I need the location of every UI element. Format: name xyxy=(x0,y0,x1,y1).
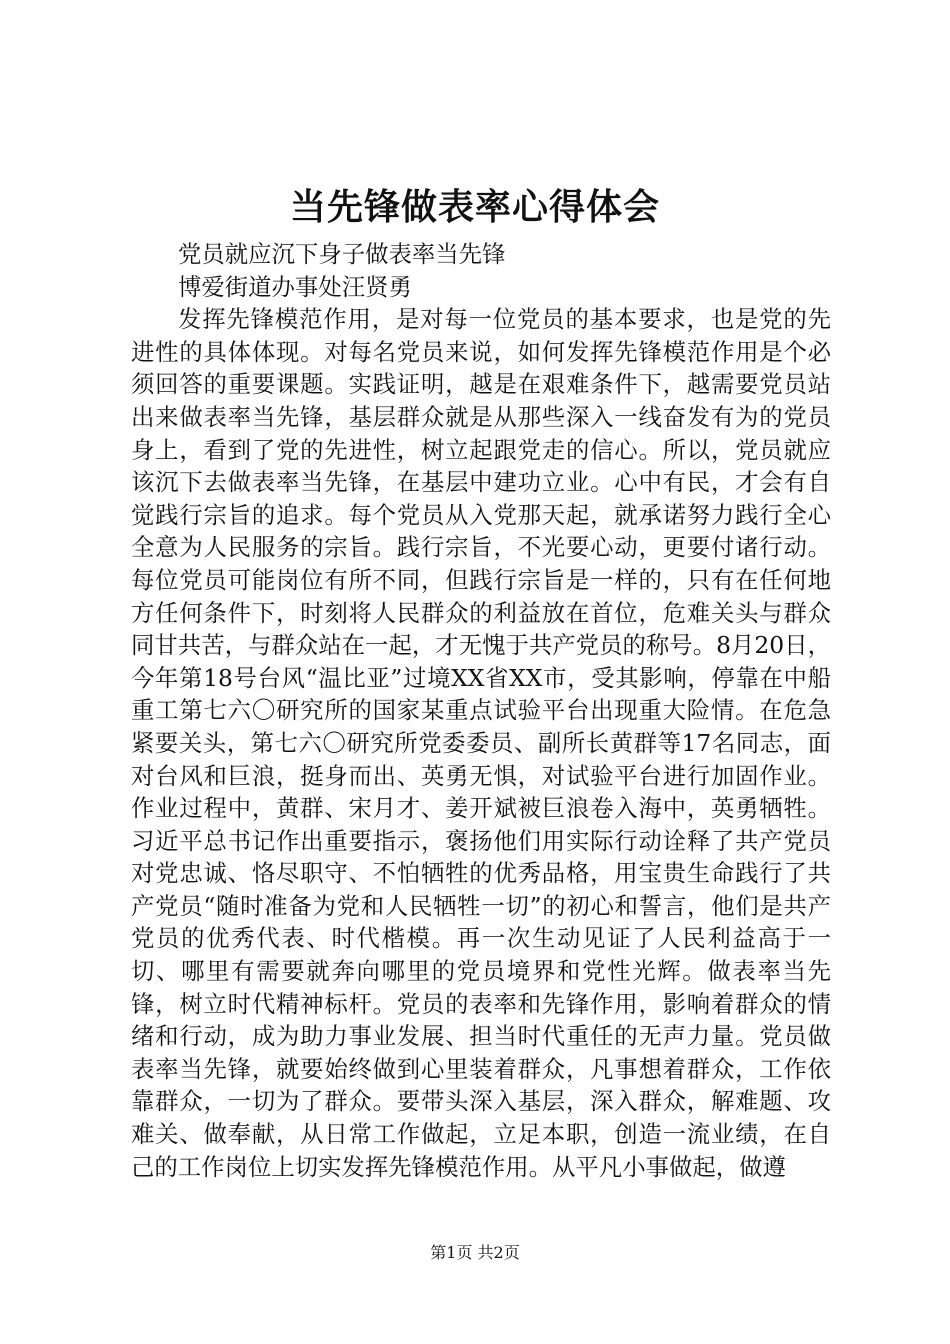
body-paragraph: 发挥先锋模范作用，是对每一位党员的基本要求，也是党的先进性的具体体现。对每名党员来说，如何发挥先锋模范作用是个必须回答的重要课题。实践证明，越是在艰难条件下，越需要党员站出来做表率当先锋，基层群众就是从那些深入一线奋发有为的党员身上，看到了党的先进性，树立起跟党走的信心。所以，党员就应该沉下去做表率当先锋，在基层中建功立业。心中有民，才会有自觉践行宗旨的追求。每个党员从入党那天起，就承诺努力践行全心全意为人民服务的宗旨。践行宗旨，不光要心动，更要付诸行动。每位党员可能岗位有所不同，但践行宗旨是一样的，只有在任何地方任何条件下，时刻将人民群众的利益放在首位，危难关头与群众同甘共苦，与群众站在一起，才无愧于共产党员的称号。8月20日，今年第18号台风“温比亚”过境XX省XX市，受其影响，停靠在中船重工第七六〇研究所的国家某重点试验平台出现重大险情。在危急紧要关头，第七六〇研究所党委委员、副所长黄群等17名同志，面对台风和巨浪，挺身而出、英勇无惧，对试验平台进行加固作业。作业过程中，黄群、宋月才、姜开斌被巨浪卷入海中，英勇牺牲。习近平总书记作出重要指示，褒扬他们用实际行动诠释了共产党员对党忠诚、恪尽职守、不怕牺牲的优秀品格，用宝贵生命践行了共产党员“随时准备为党和人民牺牲一切”的初心和誓言，他们是共产党员的优秀代表、时代楷模。再一次生动见证了人民利益高于一切、哪里有需要就奔向哪里的党员境界和党性光辉。做表率当先锋，树立时代精神标杆。党员的表率和先锋作用，影响着群众的情绪和行动，成为助力事业发展、担当时代重任的无声力量。党员做表率当先锋，就要始终做到心里装着群众，凡事想着群众，工作依靠群众，一切为了群众。要带头深入基层，深入群众，解难题、攻难关、做奉献，从日常工作做起，立足本职，创造一流业绩，在自己的工作岗位上切实发挥先锋模范作用。从平凡小事做起，做遵 xyxy=(131,305,831,1181)
document-title: 当先锋做表率心得体会 xyxy=(289,187,660,228)
page-footer: 第1页 共2页 xyxy=(430,1243,520,1262)
document-body xyxy=(131,238,831,1183)
author-line: 博爱街道办事处汪贤勇 xyxy=(178,272,412,301)
subtitle-line: 党员就应沉下身子做表率当先锋 xyxy=(178,240,506,268)
